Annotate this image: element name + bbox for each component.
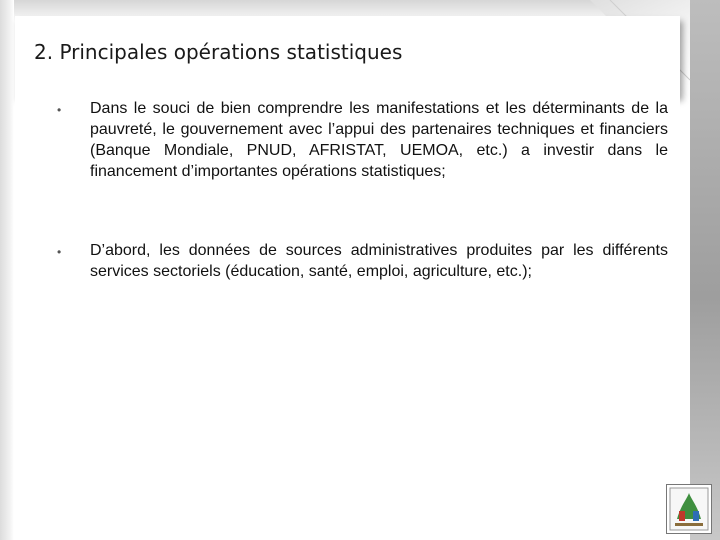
institution-logo-icon [666, 484, 712, 534]
bullet-marker: • [57, 245, 62, 259]
bullet-marker: • [57, 103, 62, 117]
left-gradient-band [0, 0, 14, 540]
bullet-text-2: D’abord, les données de sources administratives produites par les différents services sectoriels (éducation, santé, emploi, agriculture, etc.); [90, 242, 668, 280]
slide-title: 2. Principales opérations statistiques [34, 40, 403, 64]
bullet-text-1: Dans le souci de bien comprendre les manifestations et les déterminants de la pauvreté, le gouvernement avec l’appui des partenaires techniques et financiers (Banque Mondiale, PNUD, AFRISTAT, UEMOA, etc.) a investir dans le financement d’importantes opérations statistiques; [90, 100, 668, 180]
